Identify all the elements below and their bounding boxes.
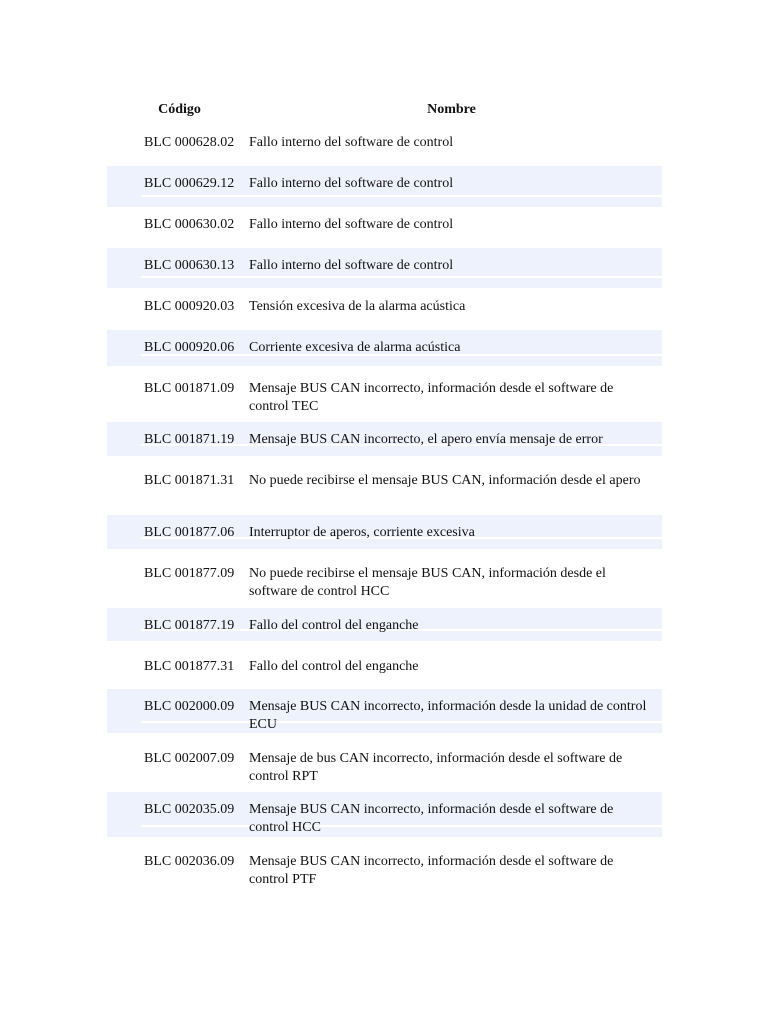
cell-name: Interruptor de aperos, corriente excesiva xyxy=(249,525,475,540)
table-row xyxy=(107,853,662,898)
table-header xyxy=(107,93,662,127)
cell-code: BLC 000630.13 xyxy=(144,258,235,273)
cell-code: BLC 001877.09 xyxy=(144,566,235,581)
row-separator xyxy=(141,276,662,278)
table-row xyxy=(107,792,662,837)
cell-code: BLC 000628.02 xyxy=(144,135,235,150)
cell-name: Fallo interno del software de control xyxy=(249,258,454,273)
cell-code: BLC 002007.09 xyxy=(144,751,235,766)
cell-code: BLC 002036.09 xyxy=(144,854,235,869)
cell-name: Fallo del control del enganche xyxy=(249,659,419,674)
table-row xyxy=(107,166,662,207)
cell-code: BLC 001871.19 xyxy=(144,432,235,447)
cell-name: Tensión excesiva de la alarma acústica xyxy=(249,299,466,314)
cell-name: Mensaje BUS CAN incorrecto, el apero envía mensaje de error xyxy=(249,432,603,447)
table-row xyxy=(107,380,662,425)
table-row xyxy=(107,658,662,691)
cell-name: Mensaje BUS CAN incorrecto, información desde el software de control TEC xyxy=(249,381,614,414)
cell-name: No puede recibirse el mensaje BUS CAN, información desde el apero xyxy=(249,473,641,488)
cell-code: BLC 001877.31 xyxy=(144,659,235,674)
cell-code: BLC 002035.09 xyxy=(144,802,235,817)
fault-code-table xyxy=(107,93,662,887)
row-separator xyxy=(141,195,662,197)
table-row xyxy=(107,689,662,733)
table-row xyxy=(107,565,662,610)
cell-name: Fallo del control del enganche xyxy=(249,618,419,633)
cell-code: BLC 000630.02 xyxy=(144,217,235,232)
cell-code: BLC 000629.12 xyxy=(144,176,235,191)
cell-name: Mensaje BUS CAN incorrecto, información desde la unidad de control ECU xyxy=(249,699,647,732)
cell-code: BLC 000920.03 xyxy=(144,299,235,314)
cell-code: BLC 000920.06 xyxy=(144,340,235,355)
table-row xyxy=(107,608,662,641)
cell-name: Mensaje de bus CAN incorrecto, información desde el software de control RPT xyxy=(249,751,623,784)
cell-name: Fallo interno del software de control xyxy=(249,176,454,191)
table-row xyxy=(107,515,662,549)
cell-name: Mensaje BUS CAN incorrecto, información desde el software de control PTF xyxy=(249,854,614,887)
cell-code: BLC 001877.19 xyxy=(144,618,235,633)
table-row xyxy=(107,216,662,251)
table-row xyxy=(107,750,662,794)
cell-code: BLC 002000.09 xyxy=(144,699,235,714)
cell-name: Fallo interno del software de control xyxy=(249,217,454,232)
cell-name: Fallo interno del software de control xyxy=(249,135,454,150)
table-row xyxy=(107,330,662,366)
table-row xyxy=(107,422,662,456)
cell-code: BLC 001871.09 xyxy=(144,381,235,396)
cell-code: BLC 001877.06 xyxy=(144,525,235,540)
cell-name: Mensaje BUS CAN incorrecto, información desde el software de control HCC xyxy=(249,802,614,835)
cell-code: BLC 001871.31 xyxy=(144,473,235,488)
table-row xyxy=(107,248,662,288)
cell-name: No puede recibirse el mensaje BUS CAN, información desde el software de control HCC xyxy=(249,566,606,599)
cell-name: Corriente excesiva de alarma acústica xyxy=(249,340,461,355)
table-row xyxy=(107,472,662,517)
header-name: Nombre xyxy=(427,102,476,117)
header-code: Código xyxy=(158,102,201,117)
